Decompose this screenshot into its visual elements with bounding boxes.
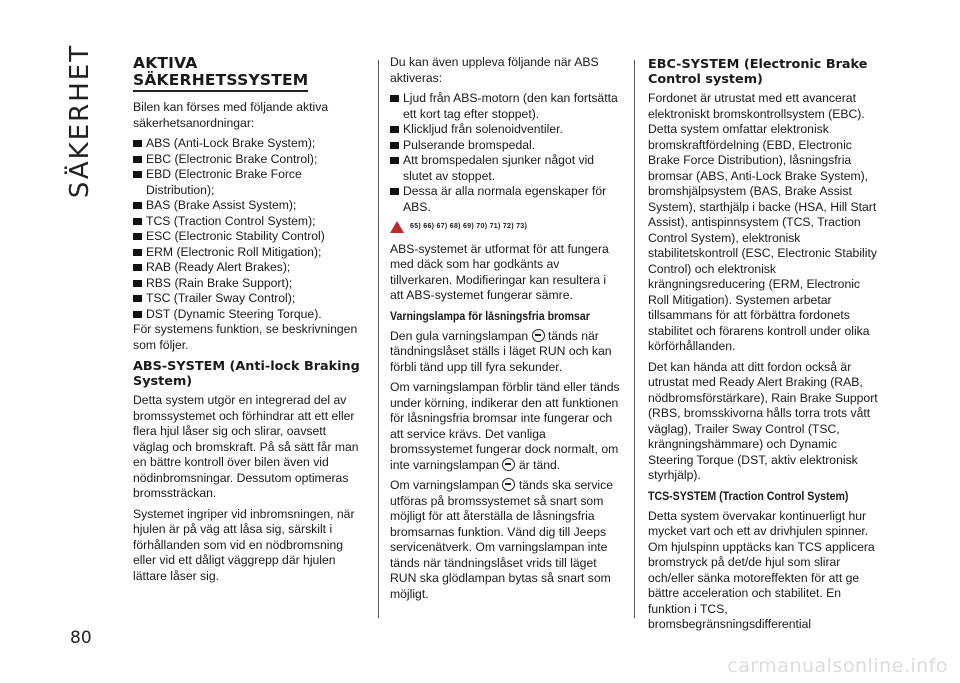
abs-heading: ABS-SYSTEM (Anti-lock Braking System) — [133, 359, 360, 389]
lamp-text: Om varningslampan förblir tänd eller tänds under körning, indikerar den att funktionen för låsningsfria bromsar inte fungerar och att service krävs. Det vanliga bromssystemet fungerar dock normalt, om inte varningslampan — [390, 380, 620, 472]
section-heading-line2: SÄKERHETSSYSTEM — [133, 72, 308, 92]
side-title-text: SÄKERHET — [65, 43, 95, 199]
list-item: RAB (Ready Alert Brakes); — [133, 260, 365, 276]
reference-numbers: 65) 66) 67) 68) 69) 70) 71) 72) 73) — [410, 223, 528, 230]
abs-warning-lamp-icon — [502, 478, 515, 491]
lamp-paragraph-1 — [390, 329, 622, 376]
ebc-heading: EBC-SYSTEM (Electronic Brake Control system) — [648, 57, 868, 87]
list-item: DST (Dynamic Steering Torque). — [133, 307, 365, 323]
lamp-text: tänds ska service utföras på bromssystemet så snart som möjligt för att återställa de låsningsfria bromsarnas funktion. Vänd dig till Jeeps servicenätverk. Om varningslampan inte tänds när tändningslåset vrids till läget RUN ska glödlampan bytas så snart som möjligt. — [390, 478, 613, 601]
ebc-paragraph-1: Fordonet är utrustat med ett avancerat elektroniskt bromskontrollsystem (EBC). Detta system omfattar elektronisk bromskraftfördelning (EBD, Electronic Brake Force Distribution), låsningsfria bromsar (ABS, Anti-Lock Brake System), bromshjälpsystem (BAS, Brake Assist System), starthjälp i backe (HSA, Hill Start Assist), antispinnsystem (TCS, Traction Control System), elektronisk stabilitetskontroll (ESC, Electronic Stability Control) och elektronisk krängningsreducering (ERM, Electronic Roll Mitigation). Systemen arbetar tillsammans för att förbättra fordonets stabilitet och förarens kontroll under olika körförhållanden. — [648, 91, 877, 353]
lamp-paragraph-2 — [390, 380, 622, 473]
lamp-text: Om varningslampan — [390, 478, 500, 492]
column-divider — [634, 60, 635, 618]
page-number: 80 — [70, 628, 92, 648]
after-list-text: För systemens funktion, se beskrivningen som följer. — [133, 322, 358, 352]
list-item: Pulserande bromspedal. — [390, 138, 622, 154]
list-item: BAS (Brake Assist System); — [133, 198, 365, 214]
lamp-heading: Varningslampa för låsningsfria bromsar — [390, 310, 590, 323]
tcs-paragraph-1: Detta system övervakar kontinuerligt hur mycket vart och ett av drivhjulen spinner. Om hjulspinn upptäcks kan TCS applicera bromstryck på det/de hjul som slirar och/eller sänka motoreffekten för att ge bättre acceleration och stabilitet. En funktion i TCS, bromsbegränsningsdifferential — [648, 508, 875, 631]
abs-warning-lamp-icon — [502, 458, 515, 471]
column-1 — [133, 55, 365, 589]
list-item: Dessa är alla normala egenskaper för ABS. — [390, 184, 622, 215]
list-item: ESC (Electronic Stability Control) — [133, 229, 365, 245]
lamp-text: är tänd. — [518, 457, 561, 472]
list-item: Klickljud från solenoidventiler. — [390, 122, 622, 138]
tcs-heading: TCS-SYSTEM (Traction Control System) — [648, 490, 849, 503]
warning-triangle-icon — [390, 221, 404, 233]
abs-tyres-paragraph: ABS-systemet är utformat för att fungera med däck som har godkänts av tillverkaren. Modifieringar kan resultera i att ABS-systemet fungerar sämre. — [390, 241, 609, 302]
systems-list — [133, 136, 365, 322]
watermark: carmanualsonline.info — [727, 655, 948, 677]
lamp-text: Den gula varningslampan — [390, 328, 529, 343]
abs-paragraph-1: Detta system utgör en integrerad del av bromssystemet och förhindrar att ett eller flera hjul låser sig och slirar, oavsett väglag och bromskraft. På så sätt får man en bättre kontroll över bilen även vid nödinbromsningar. Dessutom optimeras bromssträckan. — [133, 393, 359, 500]
column-3 — [648, 55, 880, 638]
intro-text: Bilen kan förses med följande aktiva säkerhetsanordningar: — [133, 100, 329, 130]
list-item: EBD (Electronic Brake Force Distribution); — [133, 167, 365, 198]
list-item: ERM (Electronic Roll Mitigation); — [133, 245, 365, 261]
column-2 — [390, 55, 622, 607]
list-item: ABS (Anti-Lock Brake System); — [133, 136, 365, 152]
column-divider — [378, 60, 379, 618]
list-item: EBC (Electronic Brake Control); — [133, 152, 365, 168]
lamp-paragraph-3 — [390, 478, 622, 602]
list-item: TSC (Trailer Sway Control); — [133, 291, 365, 307]
list-item: RBS (Rain Brake Support); — [133, 276, 365, 292]
list-item: TCS (Traction Control System); — [133, 214, 365, 230]
warning-references — [390, 219, 622, 235]
section-heading-line1: AKTIVA — [133, 54, 198, 72]
abs-activation-intro: Du kan även uppleva följande när ABS aktiveras: — [390, 55, 599, 85]
abs-warning-lamp-icon — [532, 329, 545, 342]
lamp-text: tänds när tändningslåset ställs i läget RUN och kan förbli tänd upp till fyra sekunder. — [390, 328, 612, 374]
ebc-paragraph-2: Det kan hända att ditt fordon också är utrustat med Ready Alert Braking (RAB, nödbromsförstärkare), Rain Brake Support (RBS, bromsskivorna hålls torra trots vått väglag), Trailer Sway Control (TSC, krängningshämmare) och Dynamic Steering Torque (DST, aktiv elektronisk styrhjälp). — [648, 359, 878, 482]
list-item: Ljud från ABS-motorn (den kan fortsätta ett kort tag efter stoppet). — [390, 91, 622, 122]
section-heading — [133, 55, 365, 92]
list-item: Att bromspedalen sjunker något vid slutet av stoppet. — [390, 153, 622, 184]
abs-effects-list — [390, 91, 622, 215]
section-side-title — [60, 43, 100, 199]
abs-paragraph-2: Systemet ingriper vid inbromsningen, när hjulen är på väg att låsa sig, särskilt i förhållanden som vid en nödbromsning eller vid ett dåligt väggrepp där hjulen lättare låser sig. — [133, 506, 355, 583]
